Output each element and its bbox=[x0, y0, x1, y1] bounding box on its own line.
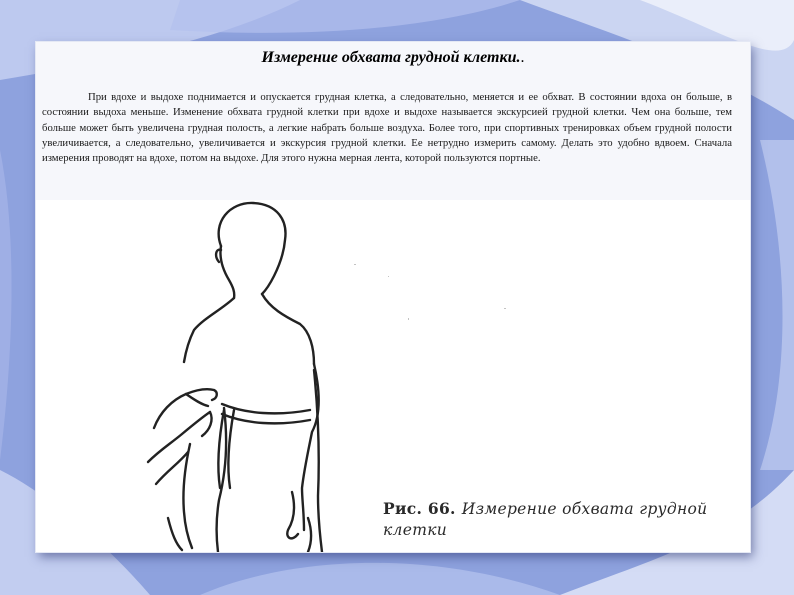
figure-number: Рис. 66. bbox=[383, 499, 456, 518]
slide-card bbox=[36, 42, 750, 552]
slide-title-text: Измерение обхвата грудной клетки. bbox=[261, 49, 521, 66]
body-paragraph: При вдохе и выдохе поднимается и опускается грудная клетка, а следовательно, меняется и ее обхват. В состоянии вдоха он больше, в состоянии выдоха меньше. Изменение обхвата грудной клетки при вдохе и выдохе называется экскурсией грудной клетки. Чем она больше, тем больше может быть увеличена грудная полость, а легкие набрать больше воздуха. Более того, при спортивных тренировках объем грудной полости увеличивается, а следовательно, увеличивается и экскурсия грудной клетки. Ее нетрудно измерить самому. Делать это удобно вдвоем. Сначала измерения проводят на вдохе, потом на выдохе. Для этого нужна мерная лента, которой пользуются портные. bbox=[42, 91, 732, 165]
measuring-tape bbox=[222, 404, 310, 413]
torso-outline bbox=[184, 298, 234, 362]
figure-caption bbox=[383, 498, 733, 541]
text-panel bbox=[36, 42, 750, 200]
slide-title bbox=[36, 49, 750, 67]
scan-speckles bbox=[354, 264, 506, 320]
slide-title-suffix: . bbox=[520, 49, 525, 66]
figure-caption-text: Измерение обхвата грудной клетки bbox=[383, 500, 708, 539]
